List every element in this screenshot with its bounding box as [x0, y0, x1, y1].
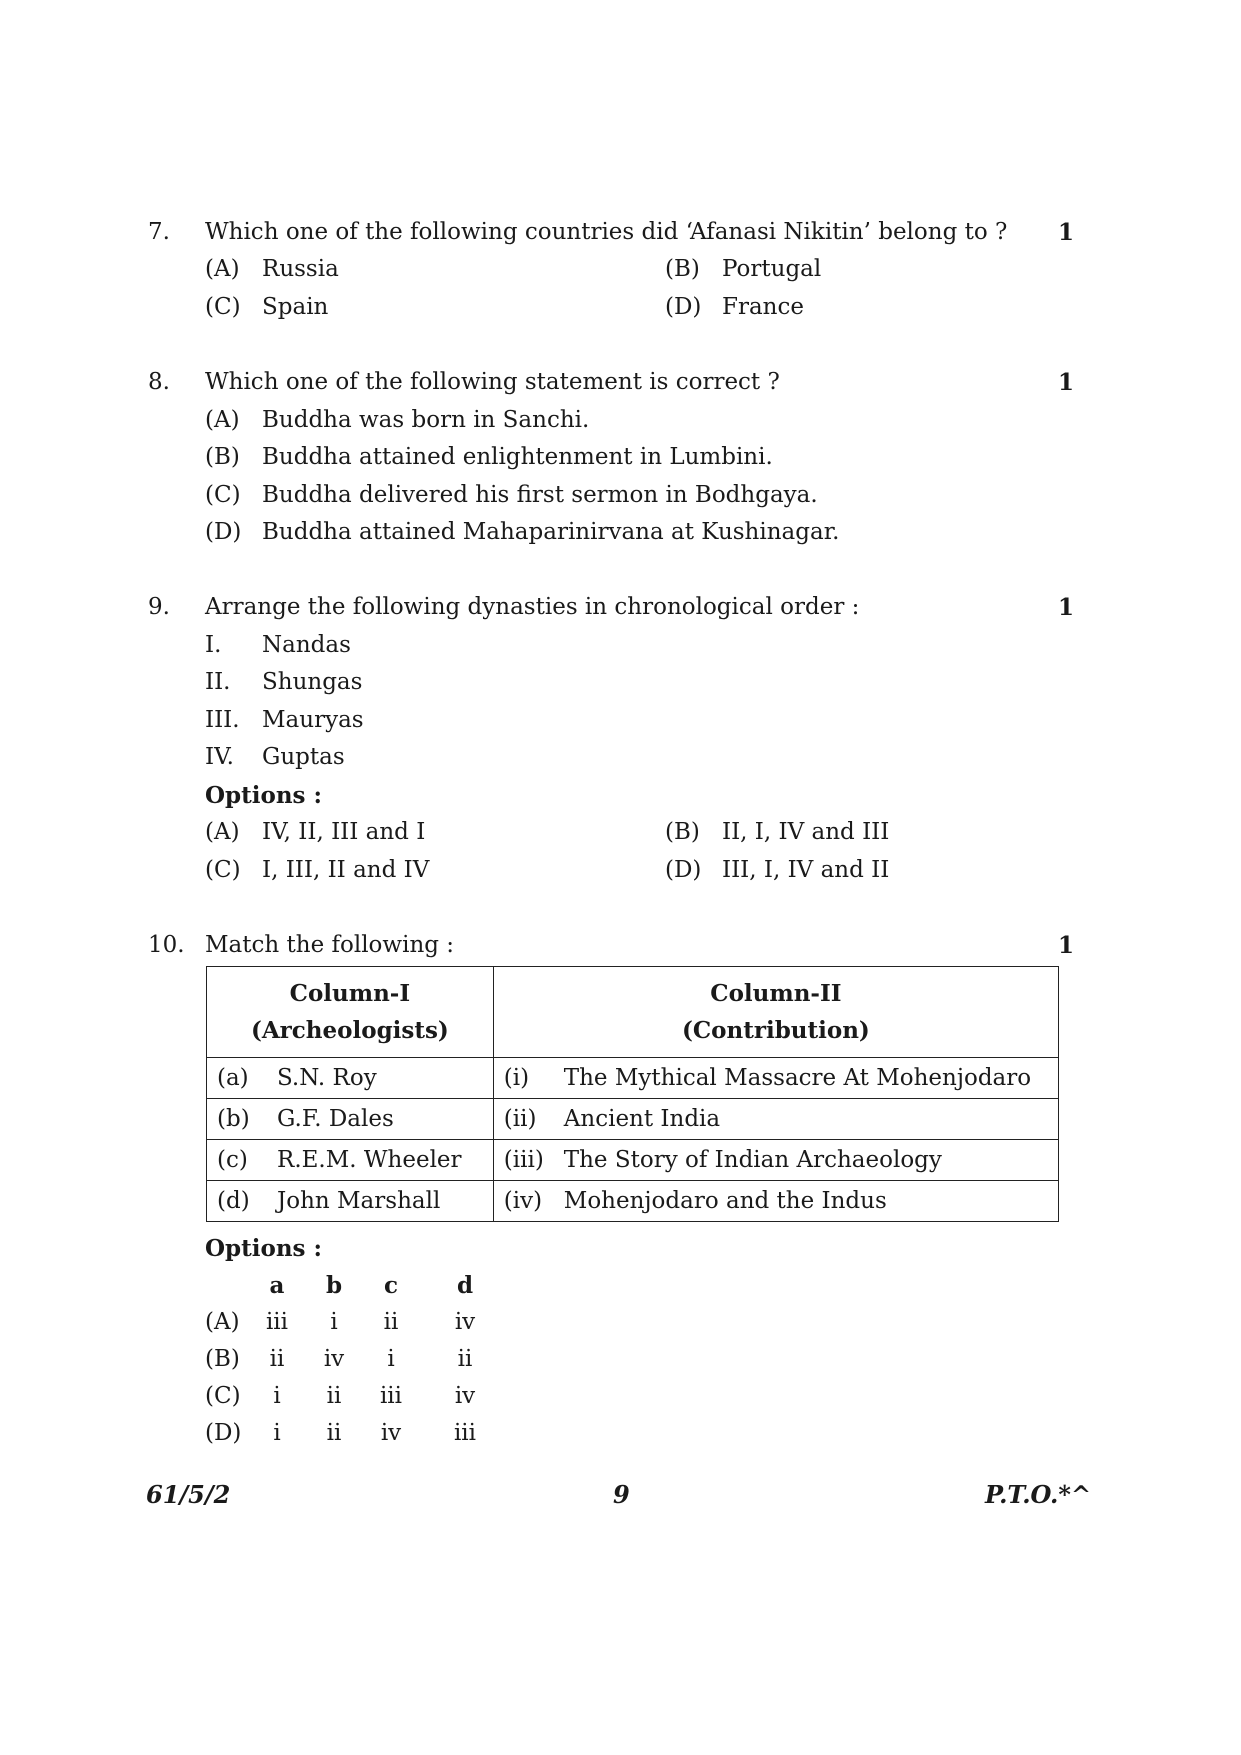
row-label: (iv)	[503, 1188, 543, 1214]
column-1-header	[207, 967, 494, 1058]
grid-cell: ii	[457, 1346, 473, 1372]
match-table	[206, 966, 1059, 1222]
question-marks: 1	[1058, 932, 1075, 959]
options-heading: Options :	[205, 1235, 322, 1262]
item-text: Shungas	[262, 669, 363, 695]
column-1-subtitle: (Archeologists)	[250, 1017, 449, 1044]
item-text: Nandas	[262, 632, 351, 658]
option-label: (D)	[205, 1420, 242, 1446]
question-number: 8.	[148, 369, 170, 395]
item-label: IV.	[205, 744, 234, 770]
row-label: (a)	[217, 1065, 249, 1091]
grid-cell: i	[387, 1346, 395, 1372]
question-marks: 1	[1058, 594, 1075, 621]
question-number: 10.	[148, 932, 185, 958]
page-number: 9	[613, 1480, 630, 1509]
option-label: (C)	[205, 1383, 241, 1409]
option-text: Portugal	[722, 256, 822, 282]
row-label: (iii)	[503, 1147, 544, 1173]
option-label: (A)	[205, 819, 240, 845]
pto-label: P.T.O.*^	[985, 1480, 1092, 1509]
option-label: (A)	[205, 256, 240, 282]
table-row	[207, 1099, 1059, 1140]
grid-cell: ii	[326, 1420, 342, 1446]
archeologist-name: R.E.M. Wheeler	[277, 1147, 462, 1173]
column-2-title: Column-II	[710, 980, 842, 1007]
row-label: (d)	[217, 1188, 250, 1214]
column-2-header	[493, 967, 1058, 1058]
row-label: (i)	[503, 1065, 530, 1091]
grid-cell: iii	[265, 1309, 289, 1335]
grid-cell: iv	[454, 1309, 476, 1335]
contribution-title: Ancient India	[563, 1106, 721, 1132]
paper-code: 61/5/2	[146, 1480, 231, 1509]
option-label: (A)	[205, 407, 240, 433]
item-text: Guptas	[262, 744, 345, 770]
row-label: (b)	[217, 1106, 250, 1132]
options-heading: Options :	[205, 782, 322, 809]
row-label: (ii)	[503, 1106, 537, 1132]
option-text: Buddha attained Mahaparinirvana at Kushinagar.	[262, 519, 840, 545]
option-label: (A)	[205, 1309, 240, 1335]
table-row	[207, 1181, 1059, 1222]
table-row	[207, 1058, 1059, 1099]
column-2-subtitle: (Contribution)	[681, 1017, 870, 1044]
match-table-header	[207, 967, 1059, 1058]
grid-cell: ii	[383, 1309, 399, 1335]
option-text: Spain	[262, 294, 329, 320]
archeologist-name: S.N. Roy	[277, 1065, 377, 1091]
archeologist-name: John Marshall	[277, 1188, 441, 1214]
grid-cell: ii	[326, 1383, 342, 1409]
grid-cell: iv	[380, 1420, 402, 1446]
archeologist-name: G.F. Dales	[277, 1106, 394, 1132]
table-row	[207, 1140, 1059, 1181]
option-text: I, III, II and IV	[262, 857, 430, 883]
grid-cell: iii	[453, 1420, 477, 1446]
option-label: (D)	[665, 294, 702, 320]
question-number: 7.	[148, 219, 170, 245]
option-label: (C)	[205, 482, 241, 508]
option-label: (B)	[665, 819, 700, 845]
question-text: Arrange the following dynasties in chronological order :	[205, 594, 860, 620]
grid-cell: i	[273, 1383, 281, 1409]
option-label: (B)	[665, 256, 700, 282]
grid-header-c: c	[383, 1272, 398, 1299]
option-text: II, I, IV and III	[722, 819, 890, 845]
grid-cell: iii	[379, 1383, 403, 1409]
option-text: France	[722, 294, 804, 320]
option-text: Buddha delivered his first sermon in Bodhgaya.	[262, 482, 818, 508]
contribution-title: Mohenjodaro and the Indus	[563, 1188, 887, 1214]
grid-cell: i	[273, 1420, 281, 1446]
question-marks: 1	[1058, 369, 1075, 396]
option-text: Russia	[262, 256, 339, 282]
question-text: Which one of the following statement is correct ?	[205, 369, 780, 395]
option-text: III, I, IV and II	[722, 857, 890, 883]
item-label: I.	[205, 632, 222, 658]
option-text: IV, II, III and I	[262, 819, 426, 845]
option-label: (C)	[205, 857, 241, 883]
grid-cell: ii	[269, 1346, 285, 1372]
option-label: (B)	[205, 444, 240, 470]
question-marks: 1	[1058, 219, 1075, 246]
option-label: (D)	[665, 857, 702, 883]
contribution-title: The Story of Indian Archaeology	[563, 1147, 942, 1173]
grid-cell: iv	[323, 1346, 345, 1372]
row-label: (c)	[217, 1147, 248, 1173]
grid-header-b: b	[325, 1272, 343, 1299]
grid-header-a: a	[269, 1272, 285, 1299]
grid-cell: iv	[454, 1383, 476, 1409]
option-label: (D)	[205, 519, 242, 545]
item-label: III.	[205, 707, 240, 733]
column-1-title: Column-I	[289, 980, 411, 1007]
contribution-title: The Mythical Massacre At Mohenjodaro	[563, 1065, 1032, 1091]
option-text: Buddha was born in Sanchi.	[262, 407, 590, 433]
option-label: (C)	[205, 294, 241, 320]
grid-header-d: d	[456, 1272, 474, 1299]
option-label: (B)	[205, 1346, 240, 1372]
item-label: II.	[205, 669, 231, 695]
grid-cell: i	[330, 1309, 338, 1335]
item-text: Mauryas	[262, 707, 364, 733]
option-text: Buddha attained enlightenment in Lumbini.	[262, 444, 773, 470]
question-number: 9.	[148, 594, 170, 620]
question-text: Match the following :	[205, 932, 455, 958]
question-text: Which one of the following countries did ‘Afanasi Nikitin’ belong to ?	[205, 219, 1008, 245]
